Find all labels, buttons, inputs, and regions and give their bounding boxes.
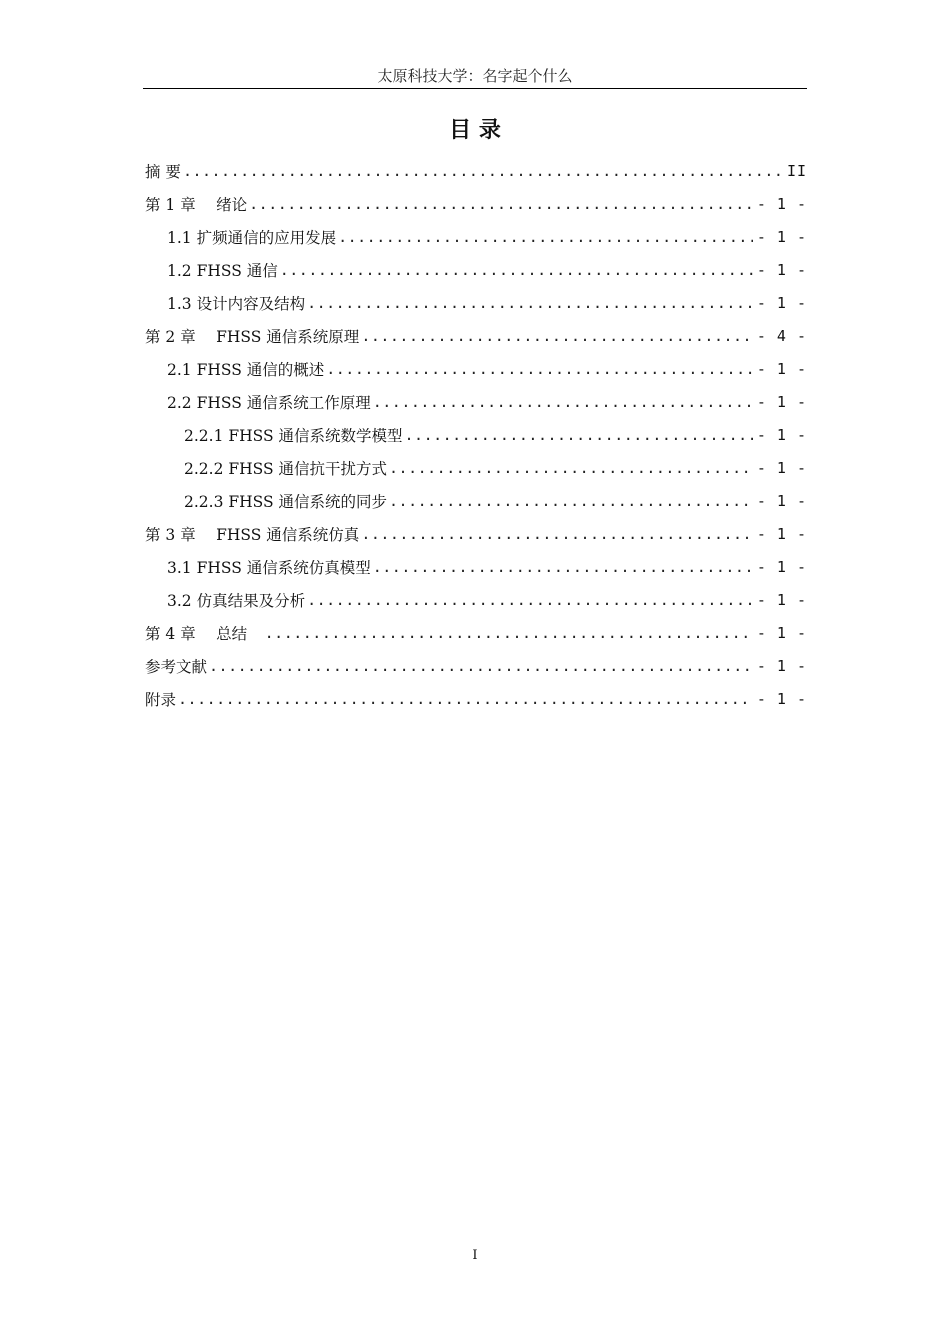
toc-entry[interactable] (143, 550, 807, 583)
toc-entry-page: - 1 - (756, 557, 807, 576)
toc-entry[interactable] (143, 187, 807, 220)
toc-entry[interactable] (143, 154, 807, 187)
toc-entry-label: 2.2.2 FHSS 通信抗干扰方式 (184, 459, 388, 478)
header-rule (143, 88, 807, 89)
toc-dot-leader (361, 525, 753, 543)
toc-entry-page: - 1 - (756, 524, 807, 543)
table-of-contents (143, 154, 807, 715)
toc-entry-label: 2.2.3 FHSS 通信系统的同步 (184, 492, 388, 511)
toc-entry-page: - 1 - (756, 227, 807, 246)
toc-entry-page: - 1 - (756, 392, 807, 411)
toc-entry-page: - 4 - (756, 326, 807, 345)
toc-entry-page: - 1 - (756, 194, 807, 213)
toc-entry-label: 第 4 章 总结 (145, 624, 263, 643)
toc-title: 目 录 (449, 118, 501, 143)
toc-entry-label: 2.1 FHSS 通信的概述 (167, 360, 325, 379)
page-number: I (472, 1248, 478, 1263)
toc-dot-leader (307, 591, 753, 609)
toc-entry-label: 第 3 章 FHSS 通信系统仿真 (145, 525, 360, 544)
toc-entry-page: - 1 - (756, 689, 807, 708)
toc-entry[interactable] (143, 451, 807, 484)
running-header: 太原科技大学：名字起个什么 (377, 67, 573, 85)
toc-entry-label: 摘 要 (145, 162, 181, 181)
toc-entry-label: 1.2 FHSS 通信 (167, 261, 278, 280)
toc-entry[interactable] (143, 385, 807, 418)
toc-entry[interactable] (143, 319, 807, 352)
toc-dot-leader (389, 492, 753, 510)
toc-entry-page: - 1 - (756, 260, 807, 279)
toc-entry[interactable] (143, 418, 807, 451)
toc-dot-leader (389, 459, 753, 477)
toc-entry-label: 3.2 仿真结果及分析 (167, 591, 306, 610)
toc-dot-leader (326, 360, 753, 378)
toc-entry-page: - 1 - (756, 458, 807, 477)
toc-entry[interactable] (143, 286, 807, 319)
toc-dot-leader (265, 624, 753, 642)
toc-entry-label: 2.2 FHSS 通信系统工作原理 (167, 393, 371, 412)
toc-entry-page: - 1 - (756, 425, 807, 444)
toc-entry[interactable] (143, 352, 807, 385)
toc-entry-page: - 1 - (756, 590, 807, 609)
toc-dot-leader (338, 228, 753, 246)
toc-entry-page: - 1 - (756, 359, 807, 378)
toc-entry-label: 1.1 扩频通信的应用发展 (167, 228, 337, 247)
toc-dot-leader (183, 162, 783, 180)
toc-entry-label: 第 2 章 FHSS 通信系统原理 (145, 327, 360, 346)
toc-entry-page: - 1 - (756, 491, 807, 510)
toc-entry-page: - 1 - (756, 293, 807, 312)
toc-entry-label: 2.2.1 FHSS 通信系统数学模型 (184, 426, 403, 445)
toc-entry[interactable] (143, 517, 807, 550)
toc-entry-page: - 1 - (756, 656, 807, 675)
toc-entry-label: 1.3 设计内容及结构 (167, 294, 306, 313)
toc-entry[interactable] (143, 649, 807, 682)
toc-entry-page: - 1 - (756, 623, 807, 642)
toc-dot-leader (373, 558, 753, 576)
toc-entry[interactable] (143, 583, 807, 616)
toc-entry[interactable] (143, 220, 807, 253)
toc-entry-label: 参考文献 (145, 657, 208, 676)
toc-dot-leader (307, 294, 753, 312)
toc-dot-leader (209, 657, 753, 675)
toc-dot-leader (373, 393, 753, 411)
toc-entry[interactable] (143, 682, 807, 715)
toc-entry[interactable] (143, 253, 807, 286)
toc-dot-leader (361, 327, 753, 345)
toc-entry-page: II (786, 161, 807, 180)
toc-dot-leader (280, 261, 753, 279)
toc-entry-label: 附录 (145, 690, 177, 709)
toc-entry-label: 第 1 章 绪论 (145, 195, 248, 214)
toc-entry[interactable] (143, 616, 807, 649)
toc-entry-label: 3.1 FHSS 通信系统仿真模型 (167, 558, 371, 577)
toc-entry[interactable] (143, 484, 807, 517)
toc-dot-leader (178, 690, 753, 708)
toc-dot-leader (249, 195, 753, 213)
toc-dot-leader (405, 426, 753, 444)
